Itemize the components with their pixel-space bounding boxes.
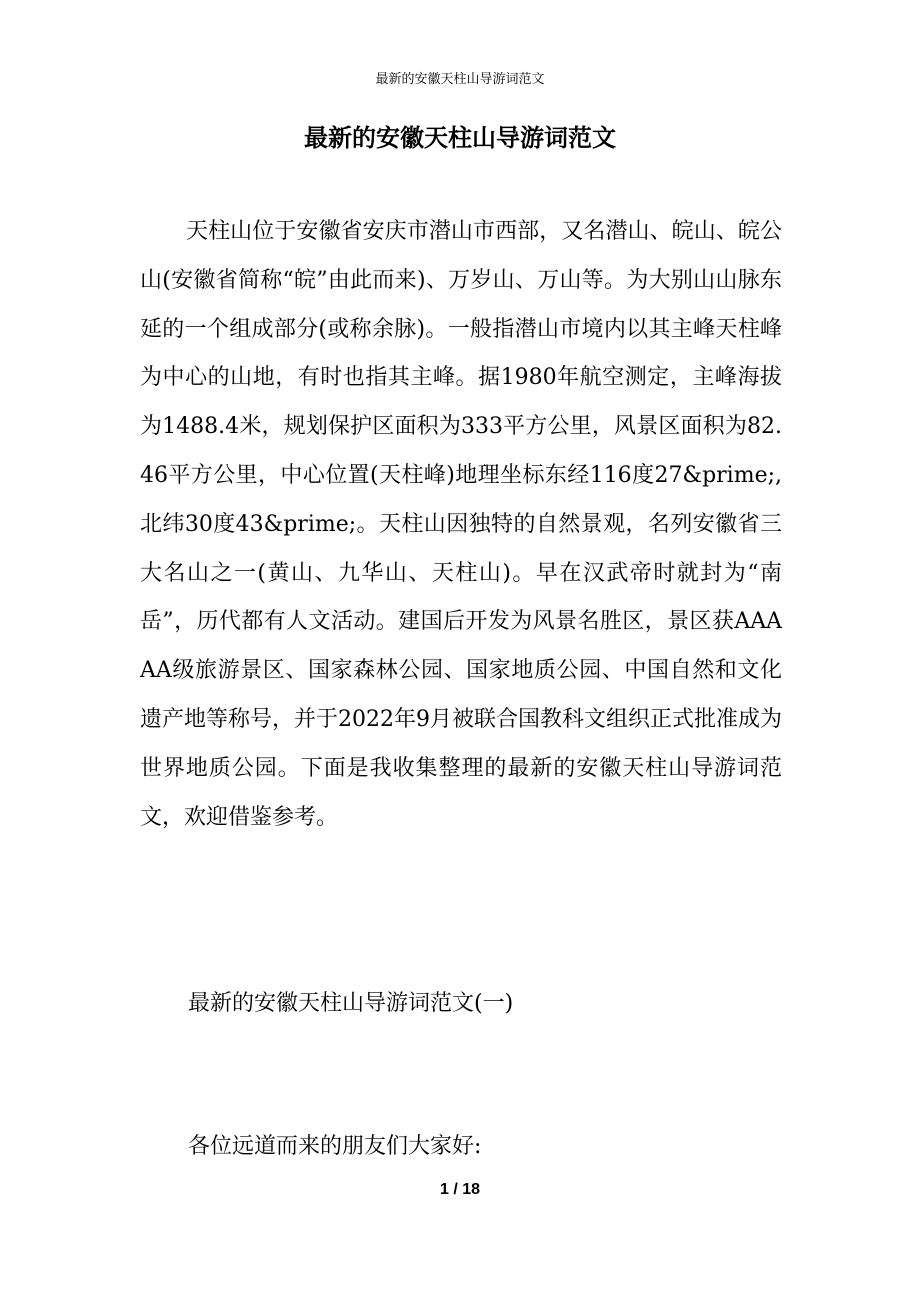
running-header: 最新的安徽天柱山导游词范文 (375, 72, 545, 87)
page-number: 1 / 18 (439, 1181, 481, 1198)
intro-paragraph: 天柱山位于安徽省安庆市潜山市西部，又名潜山、皖山、皖公山(安徽省简称“皖”由此而来)、万岁山、万山等。为大别山山脉东延的一个组成部分(或称余脉)。一般指潜山市境内以其主峰天柱峰为中心的山地，有时也指其主峰。据1980年航空测定，主峰海拔为1488.4米，规划保护区面积为333平方公里，风景区面积为82.46平方公里，中心位置(天柱峰)地理坐标东经116度27&prime;,北纬30度43&prime;。天柱山因独特的自然景观，名列安徽省三大名山之一(黄山、九华山、天柱山)。早在汉武帝时就封为“南岳”，历代都有人文活动。建国后开发为风景名胜区，景区获AAAAA级旅游景区、国家森林公园、国家地质公园、中国自然和文化遗产地等称号，并于2022年9月被联合国教科文组织正式批准成为世界地质公园。下面是我收集整理的最新的安徽天柱山导游词范文，欢迎借鉴参考。 (140, 219, 782, 830)
document-title: 最新的安徽天柱山导游词范文 (304, 123, 616, 152)
greeting-line: 各位远道而来的朋友们大家好: (188, 1134, 482, 1159)
section-heading: 最新的安徽天柱山导游词范文(一) (188, 991, 514, 1016)
